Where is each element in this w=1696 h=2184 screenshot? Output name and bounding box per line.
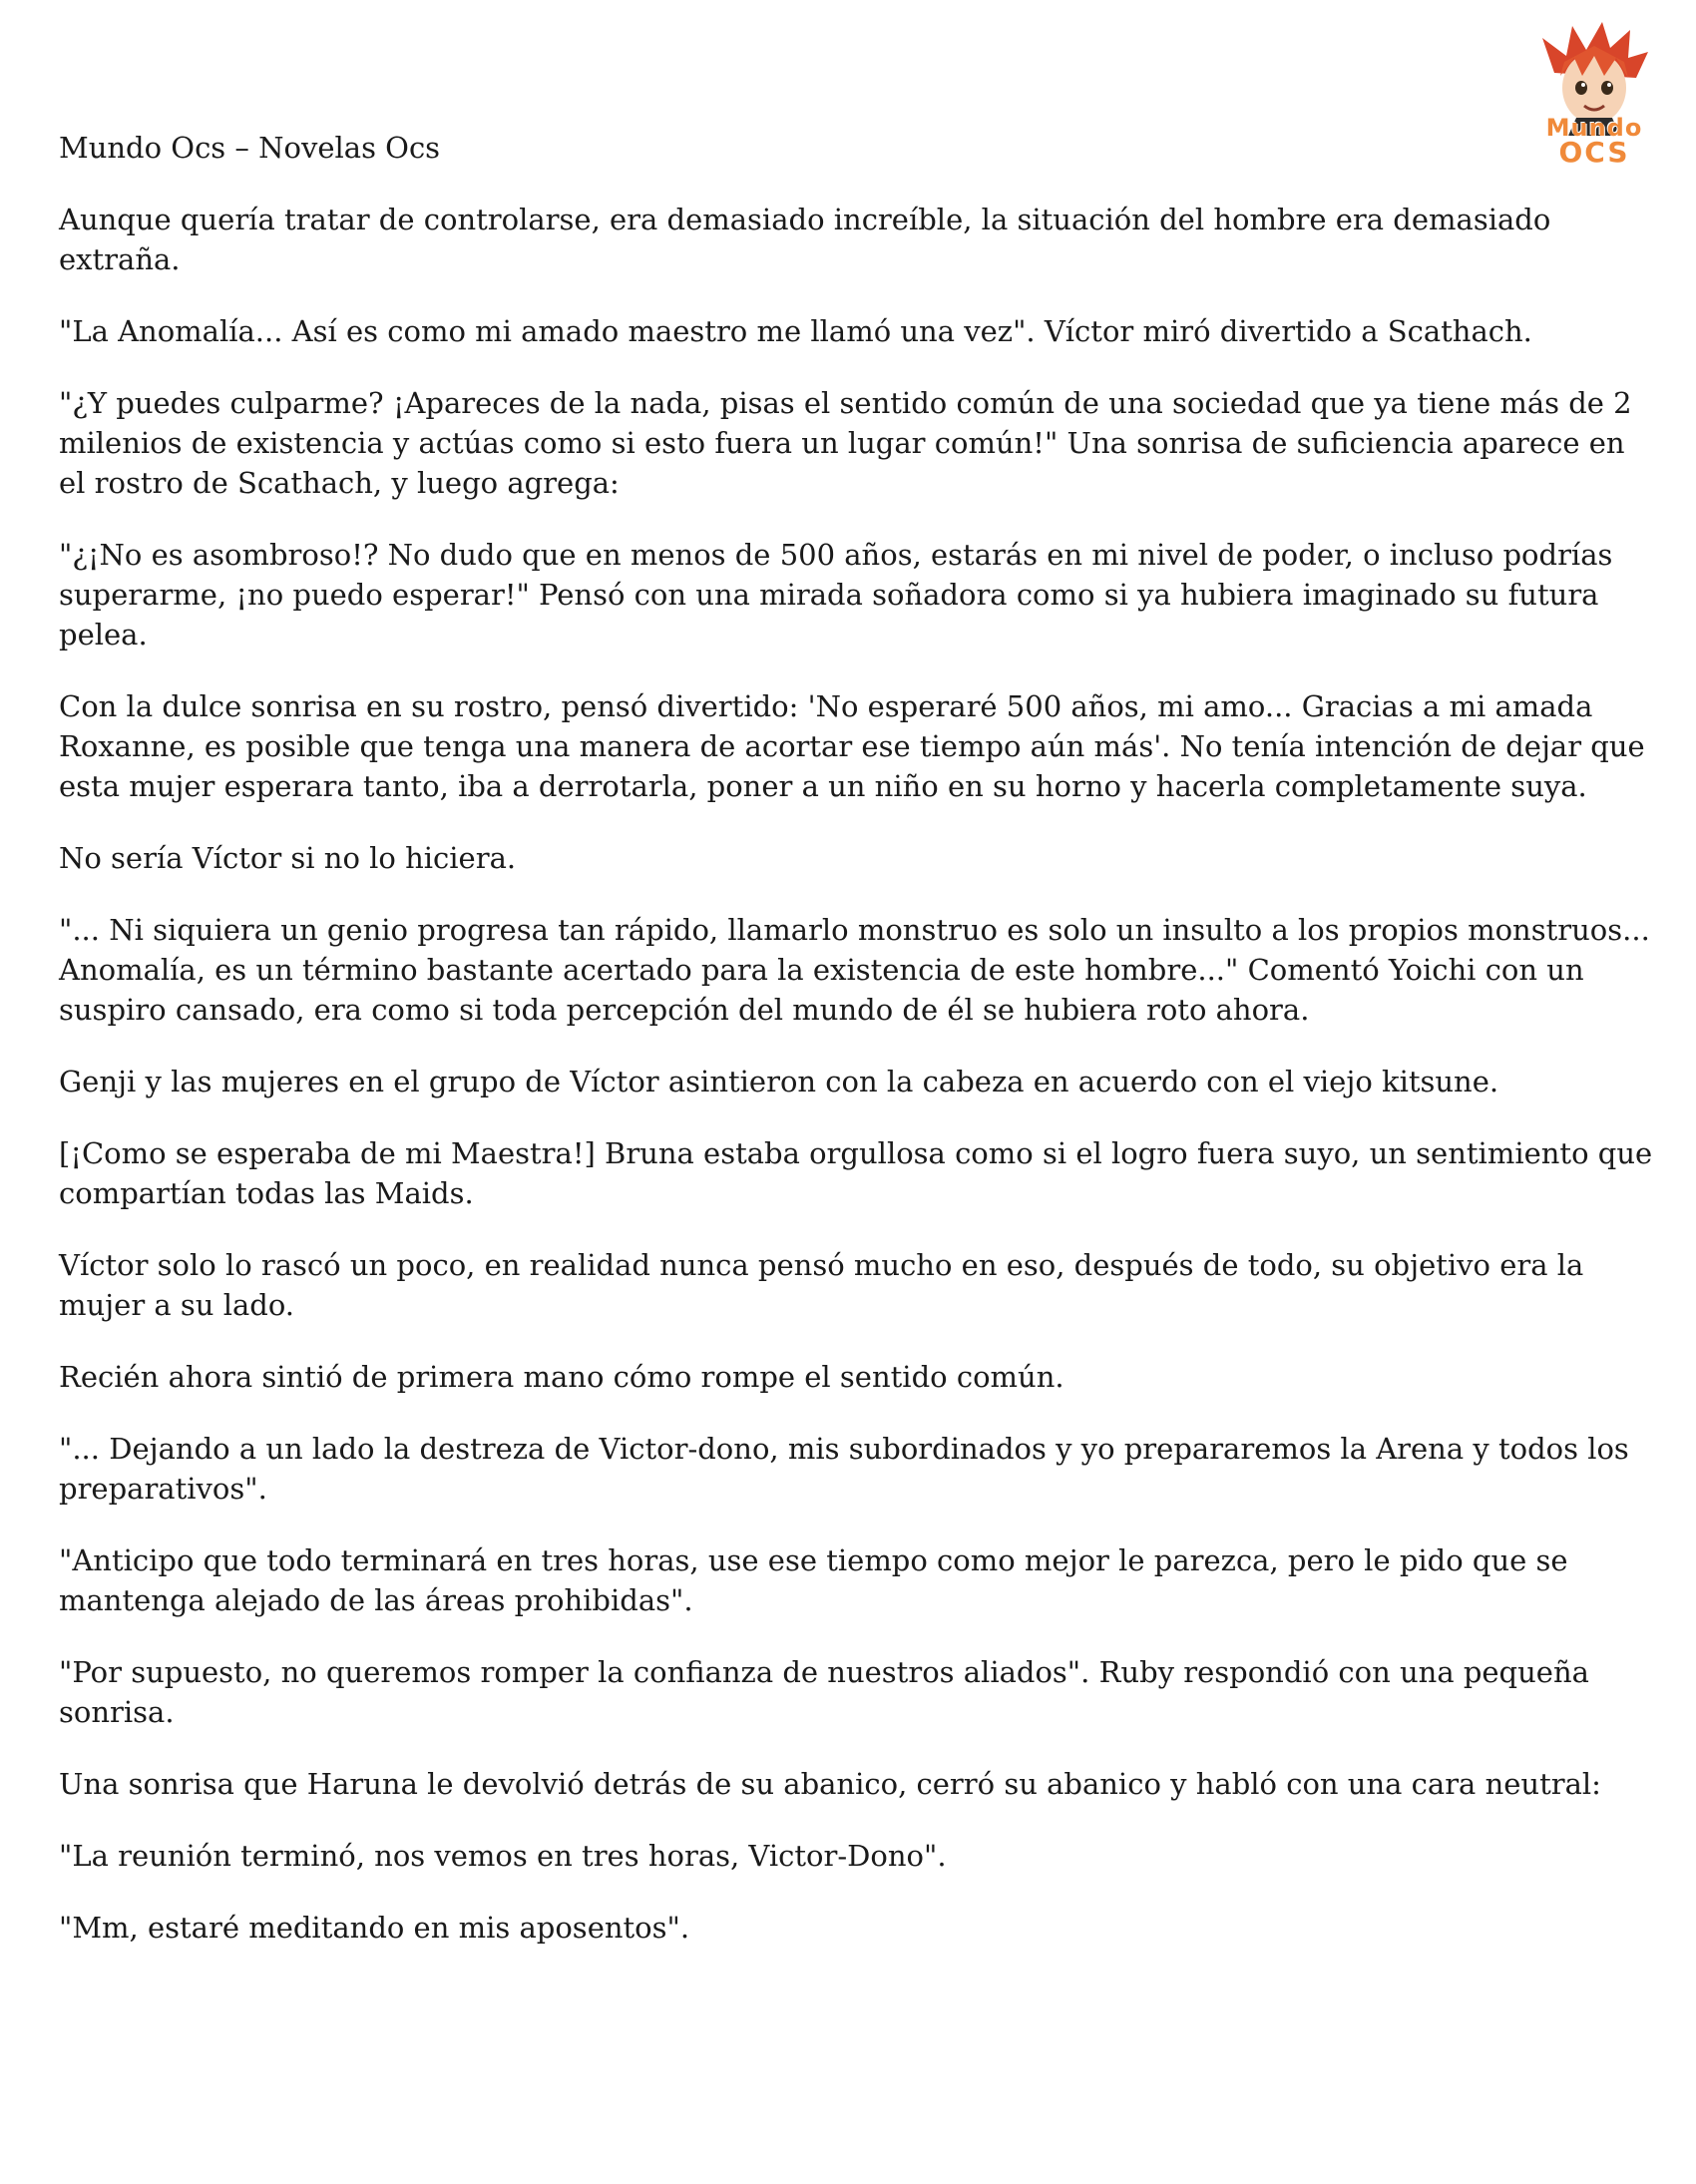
paragraph: "... Ni siquiera un genio progresa tan rápido, llamarlo monstruo es solo un insulto a los propios monstruos... Anomalía, es un término bastante acertado para la existencia de este hombre..." Comentó Yoichi con un suspiro cansado, era como si toda percepción del mundo de él se hubiera roto ahora. <box>59 913 1650 1027</box>
paragraph: Recién ahora sintió de primera mano cómo rompe el sentido común. <box>59 1360 1064 1394</box>
logo-text-top: Mundo <box>1545 114 1643 142</box>
paragraph: "¿Y puedes culparme? ¡Apareces de la nada, pisas el sentido común de una sociedad que ya tiene más de 2 milenios de existencia y actúas como si esto fuera un lugar común!" Una sonrisa de suficiencia aparece en el rostro de Scathach, y luego agrega: <box>59 386 1632 500</box>
document-body <box>59 128 1660 1979</box>
paragraph: "¿¡No es asombroso!? No dudo que en menos de 500 años, estarás en mi nivel de poder, o incluso podrías superarme, ¡no puedo esperar!" Pensó con una mirada soñadora como si ya hubiera imaginado su futura pelea. <box>59 538 1613 652</box>
paragraph: "... Dejando a un lado la destreza de Victor-dono, mis subordinados y yo prepararemos la Arena y todos los preparativos". <box>59 1432 1629 1506</box>
page-title: Mundo Ocs – Novelas Ocs <box>59 131 441 165</box>
paragraph: Víctor solo lo rascó un poco, en realidad nunca pensó mucho en eso, después de todo, su objetivo era la mujer a su lado. <box>59 1248 1584 1322</box>
paragraph: Genji y las mujeres en el grupo de Víctor asintieron con la cabeza en acuerdo con el viejo kitsune. <box>59 1065 1499 1098</box>
paragraph: "Anticipo que todo terminará en tres horas, use ese tiempo como mejor le parezca, pero le pido que se mantenga alejado de las áreas prohibidas". <box>59 1543 1568 1617</box>
paragraph: "La Anomalía... Así es como mi amado maestro me llamó una vez". Víctor miró divertido a Scathach. <box>59 314 1532 348</box>
paragraph: Aunque quería tratar de controlarse, era demasiado increíble, la situación del hombre era demasiado extraña. <box>59 203 1551 276</box>
paragraph: No sería Víctor si no lo hiciera. <box>59 841 517 875</box>
paragraph: "La reunión terminó, nos vemos en tres horas, Victor-Dono". <box>59 1839 947 1873</box>
paragraph: [¡Como se esperaba de mi Maestra!] Bruna estaba orgullosa como si el logro fuera suyo, un sentimiento que compartían todas las Maids. <box>59 1136 1653 1210</box>
logo-text-bottom: OCS <box>1558 136 1630 169</box>
paragraph: "Mm, estaré meditando en mis aposentos". <box>59 1911 690 1945</box>
paragraph: Con la dulce sonrisa en su rostro, pensó divertido: 'No esperaré 500 años, mi amo... Gracias a mi amada Roxanne, es posible que tenga una manera de acortar ese tiempo aún más'. No tenía intención de dejar que esta mujer esperara tanto, iba a derrotarla, poner a un niño en su horno y hacerla completamente suya. <box>59 689 1645 803</box>
paragraph: Una sonrisa que Haruna le devolvió detrás de su abanico, cerró su abanico y habló con una cara neutral: <box>59 1767 1601 1801</box>
paragraph: "Por supuesto, no queremos romper la confianza de nuestros aliados". Ruby respondió con una pequeña sonrisa. <box>59 1655 1589 1729</box>
